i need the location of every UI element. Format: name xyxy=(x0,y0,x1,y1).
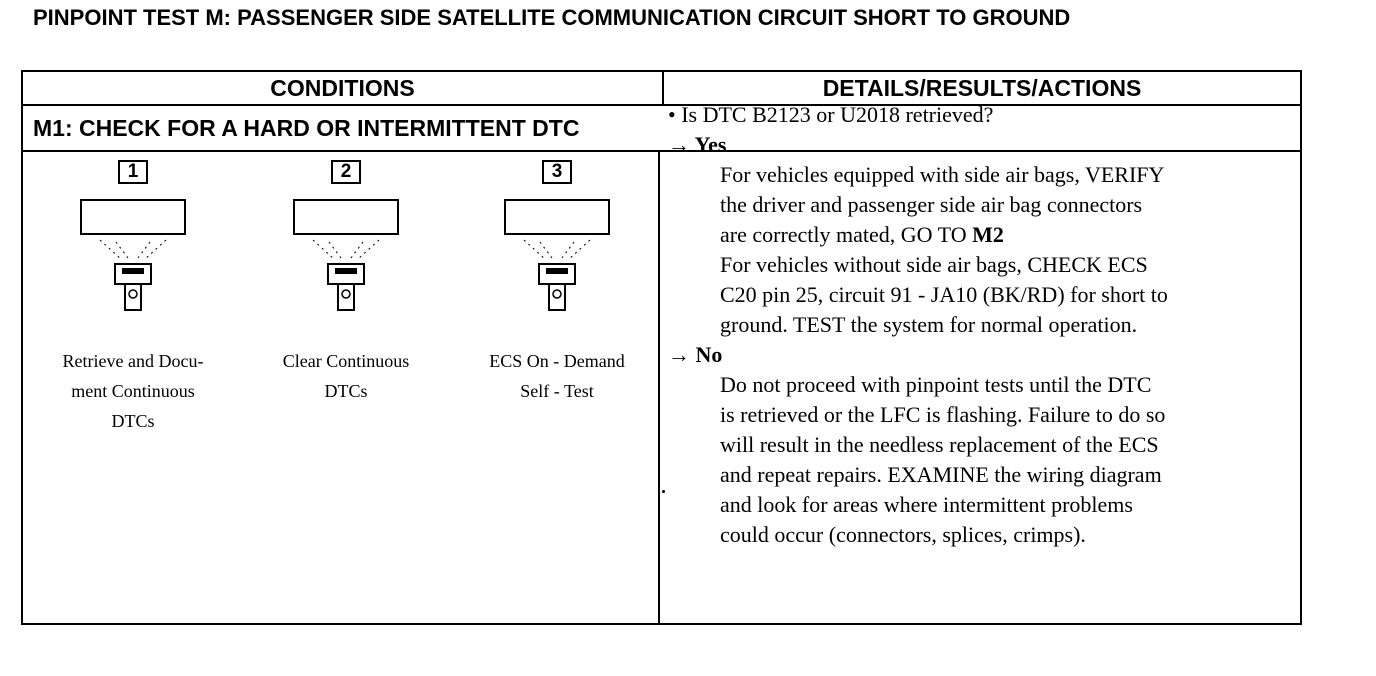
condition-step-2 xyxy=(256,160,436,406)
yes-action-line: C20 pin 25, circuit 91 - JA10 (BK/RD) for short to xyxy=(720,282,1168,307)
column-divider xyxy=(658,152,660,623)
caption-line: Retrieve and Docu- xyxy=(62,351,204,371)
scan-tool-icon xyxy=(291,198,401,312)
step-number: 3 xyxy=(542,160,572,184)
no-action-line: is retrieved or the LFC is flashing. Failure to do so xyxy=(720,402,1166,427)
page-title: PINPOINT TEST M: PASSENGER SIDE SATELLITE COMMUNICATION CIRCUIT SHORT TO GROUND xyxy=(33,5,1071,30)
scan-tool-icon xyxy=(502,198,612,312)
no-action-line: and look for areas where intermittent problems xyxy=(720,492,1133,517)
no-label: → No xyxy=(668,342,723,367)
no-action-line: Do not proceed with pinpoint tests until the DTC xyxy=(720,372,1152,397)
details-header: DETAILS/RESULTS/ACTIONS xyxy=(822,74,1142,101)
step-number: 1 xyxy=(118,160,148,184)
stray-dot xyxy=(662,490,665,493)
caption-line: ECS On - Demand xyxy=(489,351,625,371)
details-results-actions xyxy=(668,100,1288,550)
step-title: M1: CHECK FOR A HARD OR INTERMITTENT DTC xyxy=(23,106,1300,152)
no-action-line: will result in the needless replacement of the ECS xyxy=(720,432,1159,457)
yes-action-line: ground. TEST the system for normal operation. xyxy=(720,312,1138,337)
goto-step-link: M2 xyxy=(972,222,1004,247)
question-text: • Is DTC B2123 or U2018 retrieved? xyxy=(668,102,994,127)
scan-tool-icon xyxy=(78,198,188,312)
yes-action-line: For vehicles equipped with side air bags, VERIFY xyxy=(720,162,1165,187)
caption-line: DTCs xyxy=(324,381,368,401)
yes-action-text: are correctly mated, GO TO xyxy=(720,222,973,247)
caption-line: DTCs xyxy=(111,411,155,431)
step-number: 2 xyxy=(331,160,361,184)
condition-step-3 xyxy=(467,160,647,406)
no-action-line: could occur (connectors, splices, crimps). xyxy=(720,522,1086,547)
caption-line: Clear Continuous xyxy=(282,351,410,371)
yes-action-line xyxy=(668,220,1288,250)
caption-line: Self - Test xyxy=(520,381,594,401)
condition-step-1 xyxy=(43,160,223,436)
caption-line: ment Continuous xyxy=(71,381,195,401)
conditions-header: CONDITIONS xyxy=(270,74,415,101)
yes-label: → Yes xyxy=(668,132,727,157)
yes-action-line: the driver and passenger side air bag connectors xyxy=(720,192,1143,217)
no-action-line: and repeat repairs. EXAMINE the wiring diagram xyxy=(720,462,1162,487)
yes-action-line: For vehicles without side air bags, CHECK ECS xyxy=(720,252,1148,277)
